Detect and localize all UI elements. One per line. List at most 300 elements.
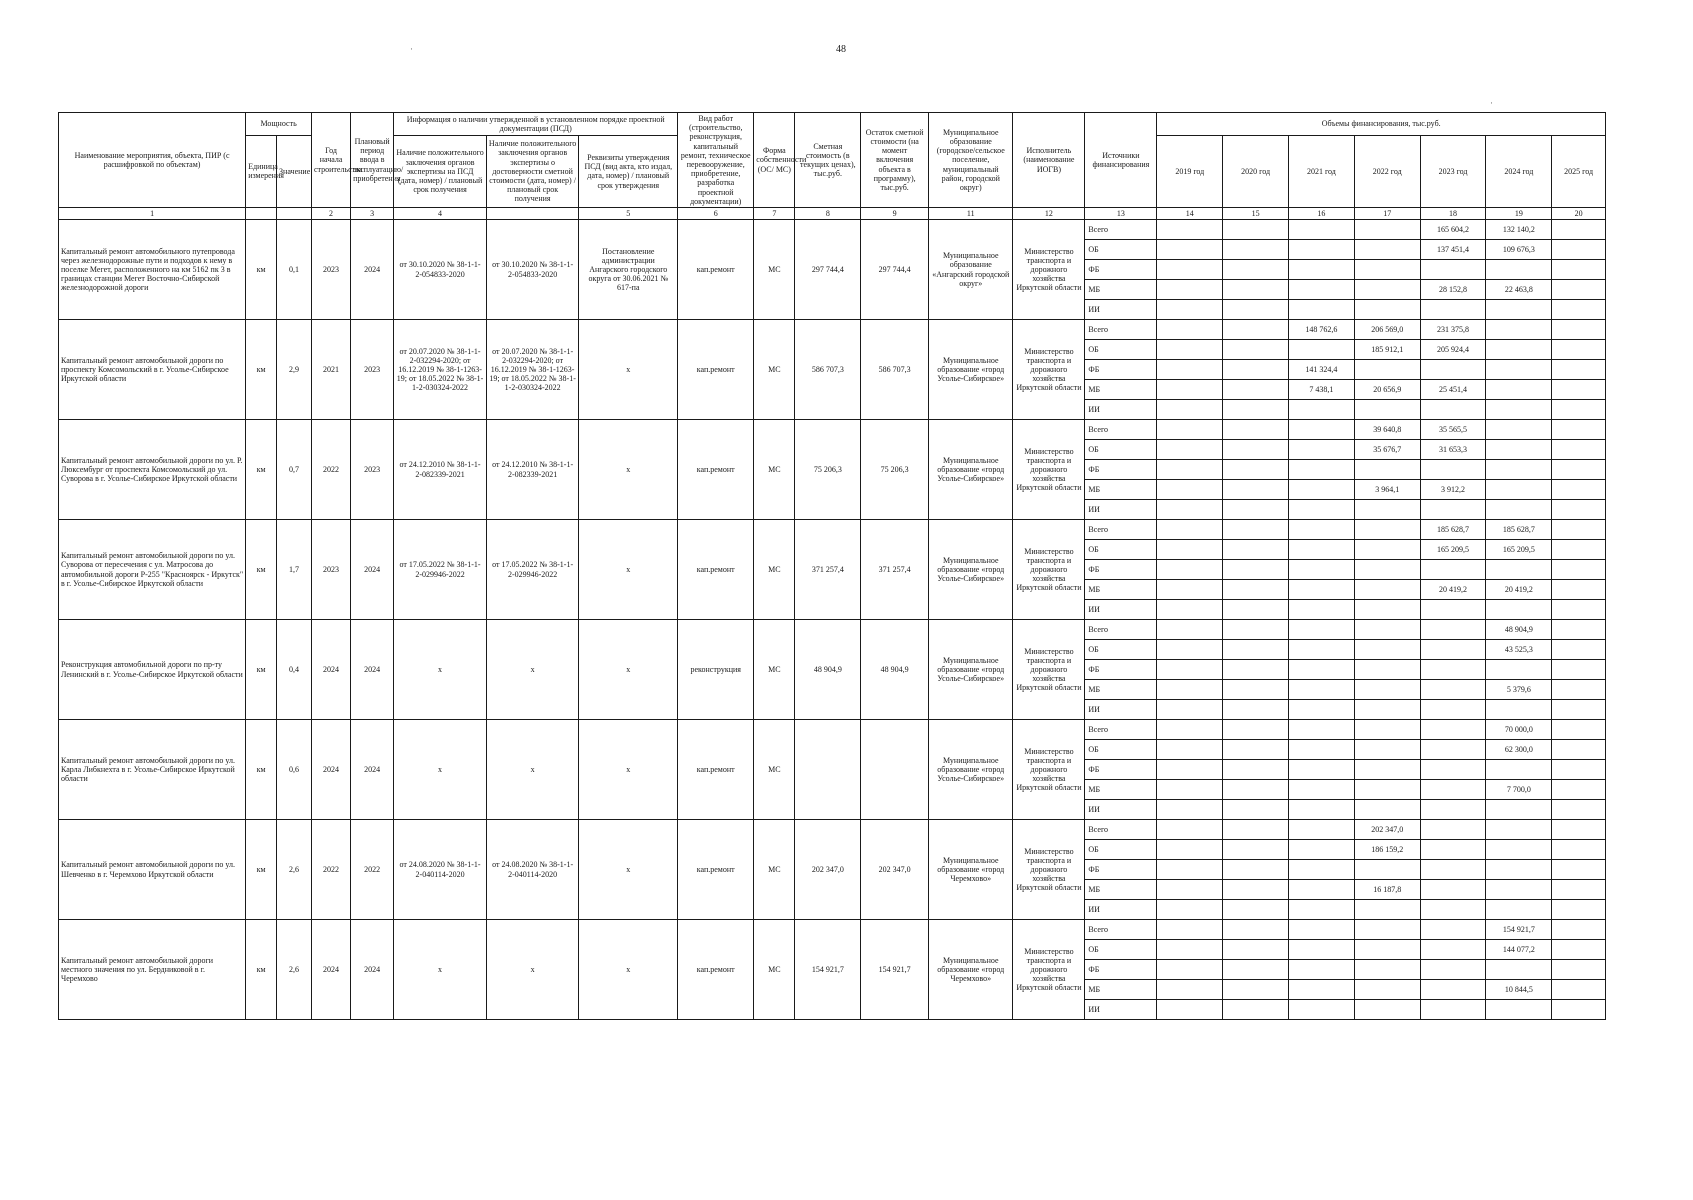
funding-value [1552,920,1606,940]
funding-value [1552,540,1606,560]
expertise-cell: от 20.07.2020 № 38-1-1-2-032294-2020; от 16.12.2019 № 38-1-1263-19; от 18.05.2022 № 38-1-1-2-030324-2022 [394,320,487,420]
project-name: Реконструкция автомобильной дороги по пр-ту Ленинский в г. Усолье-Сибирское Иркутской области [59,620,246,720]
funding-value [1552,380,1606,400]
plan-year-cell: 2023 [351,320,394,420]
funding-value [1157,660,1223,680]
header-year: 2025 год [1552,135,1606,207]
header-psd-approval: Реквизиты утверждения ПСД (вид акта, кто издал, дата, номер) / плановый срок утверждения [579,135,678,207]
funding-value [1486,420,1552,440]
column-number: 9 [861,207,929,219]
unit-cell: км [246,720,277,820]
funding-value [1223,460,1289,480]
column-number: 1 [59,207,246,219]
unit-cell: км [246,220,277,320]
start-year-cell: 2024 [312,920,351,1020]
value-cell: 2,6 [277,820,312,920]
funding-value [1354,560,1420,580]
funding-value: 165 209,5 [1486,540,1552,560]
funding-value: 62 300,0 [1486,740,1552,760]
work-type-cell: кап.ремонт [678,220,754,320]
project-name: Капитальный ремонт автомобильной дороги по ул. Шевченко в г. Черемхово Иркутской области [59,820,246,920]
funding-value [1157,400,1223,420]
funding-value [1552,400,1606,420]
funding-value [1354,920,1420,940]
funding-value [1486,260,1552,280]
start-year-cell: 2021 [312,320,351,420]
funding-value [1486,700,1552,720]
column-number: 7 [754,207,795,219]
funding-value [1157,340,1223,360]
table-row [59,820,1606,840]
approval-cell: х [579,420,678,520]
remaining-cost-cell [861,720,929,820]
funding-source-label: ИИ [1085,800,1157,820]
funding-source-label: Всего [1085,820,1157,840]
funding-value [1223,740,1289,760]
funding-value: 185 628,7 [1420,520,1486,540]
funding-value [1157,760,1223,780]
funding-value [1354,280,1420,300]
funding-value [1223,520,1289,540]
funding-value [1486,460,1552,480]
funding-value [1486,760,1552,780]
start-year-cell: 2023 [312,220,351,320]
funding-value [1157,680,1223,700]
work-type-cell: кап.ремонт [678,320,754,420]
funding-value [1552,720,1606,740]
funding-value [1289,400,1355,420]
funding-value [1354,460,1420,480]
column-number: 12 [1013,207,1085,219]
funding-value: 31 653,3 [1420,440,1486,460]
funding-value [1157,720,1223,740]
funding-value [1289,680,1355,700]
header-executor: Исполнитель (наименование ИОГВ) [1013,113,1085,208]
funding-value [1354,600,1420,620]
estimated-cost-cell: 586 707,3 [795,320,861,420]
funding-value [1289,740,1355,760]
approval-cell: х [579,620,678,720]
header-municipality: Муниципальное образование (городское/сельское поселение, муниципальный район, городской округ) [929,113,1013,208]
funding-value [1552,660,1606,680]
funding-value: 43 525,3 [1486,640,1552,660]
funding-value [1420,980,1486,1000]
funding-value: 3 912,2 [1420,480,1486,500]
column-number: 2 [312,207,351,219]
municipality-cell: Муниципальное образование «Ангарский городской округ» [929,220,1013,320]
header-value: Значение [277,135,312,207]
funding-value [1420,460,1486,480]
funding-value [1552,460,1606,480]
funding-value: 109 676,3 [1486,240,1552,260]
funding-value [1223,320,1289,340]
funding-value [1289,620,1355,640]
funding-value [1223,480,1289,500]
funding-value [1552,480,1606,500]
funding-value [1552,780,1606,800]
column-number: 11 [929,207,1013,219]
funding-source-label: Всего [1085,620,1157,640]
remaining-cost-cell: 371 257,4 [861,520,929,620]
funding-value [1223,700,1289,720]
value-cell: 0,6 [277,720,312,820]
funding-value: 185 912,1 [1354,340,1420,360]
cost-expertise-cell: от 24.12.2010 № 38-1-1-2-082339-2021 [486,420,579,520]
cost-expertise-cell: от 17.05.2022 № 38-1-1-2-029946-2022 [486,520,579,620]
funding-value [1223,760,1289,780]
funding-value [1289,1000,1355,1020]
funding-value [1289,700,1355,720]
cost-expertise-cell: х [486,720,579,820]
cost-expertise-cell: от 24.08.2020 № 38-1-1-2-040114-2020 [486,820,579,920]
header-year: 2024 год [1486,135,1552,207]
funding-source-label: ОБ [1085,340,1157,360]
funding-value [1223,960,1289,980]
funding-source-label: ИИ [1085,400,1157,420]
funding-value: 10 844,5 [1486,980,1552,1000]
funding-value: 205 924,4 [1420,340,1486,360]
estimated-cost-cell: 48 904,9 [795,620,861,720]
executor-cell: Министерство транспорта и дорожного хозяйства Иркутской области [1013,520,1085,620]
funding-value [1223,400,1289,420]
scan-speck: · [410,44,413,54]
column-number: 8 [795,207,861,219]
funding-value [1157,320,1223,340]
project-name: Капитальный ремонт автомобильной дороги по проспекту Комсомольский в г. Усолье-Сибирское Иркутской области [59,320,246,420]
header-remaining-cost: Остаток сметной стоимости (на момент включения объекта в программу), тыс.руб. [861,113,929,208]
funding-source-label: ОБ [1085,240,1157,260]
funding-source-label: ИИ [1085,300,1157,320]
funding-source-label: ИИ [1085,1000,1157,1020]
funding-value [1486,900,1552,920]
funding-value: 165 604,2 [1420,220,1486,240]
estimated-cost-cell [795,720,861,820]
funding-value [1157,420,1223,440]
funding-value [1486,300,1552,320]
funding-value [1289,460,1355,480]
value-cell: 0,4 [277,620,312,720]
funding-value [1354,740,1420,760]
funding-value [1223,640,1289,660]
funding-value [1552,300,1606,320]
funding-value [1157,860,1223,880]
funding-value [1552,600,1606,620]
work-type-cell: кап.ремонт [678,920,754,1020]
funding-value [1223,300,1289,320]
funding-value [1223,940,1289,960]
funding-value [1420,820,1486,840]
plan-year-cell: 2024 [351,620,394,720]
header-funding: Объемы финансирования, тыс.руб. [1157,113,1606,136]
funding-value [1289,520,1355,540]
funding-value [1223,780,1289,800]
funding-value [1420,500,1486,520]
funding-value [1420,560,1486,580]
funding-value [1420,300,1486,320]
funding-value [1289,640,1355,660]
funding-value [1289,300,1355,320]
executor-cell: Министерство транспорта и дорожного хозяйства Иркутской области [1013,720,1085,820]
funding-value [1157,920,1223,940]
funding-source-label: ФБ [1085,260,1157,280]
funding-value [1289,560,1355,580]
funding-value [1289,260,1355,280]
funding-value [1486,660,1552,680]
plan-year-cell: 2023 [351,420,394,520]
ownership-cell: МС [754,320,795,420]
header-name: Наименование мероприятия, объекта, ПИР (с расшифровкой по объектам) [59,113,246,208]
executor-cell: Министерство транспорта и дорожного хозяйства Иркутской области [1013,620,1085,720]
funding-value: 186 159,2 [1354,840,1420,860]
funding-value [1223,880,1289,900]
funding-value: 39 640,8 [1354,420,1420,440]
funding-source-label: Всего [1085,420,1157,440]
funding-value: 22 463,8 [1486,280,1552,300]
work-type-cell: кап.ремонт [678,520,754,620]
plan-year-cell: 2022 [351,820,394,920]
estimated-cost-cell: 371 257,4 [795,520,861,620]
funding-source-label: ИИ [1085,600,1157,620]
funding-source-label: МБ [1085,580,1157,600]
funding-value [1223,620,1289,640]
funding-value [1157,840,1223,860]
funding-value [1420,920,1486,940]
funding-value [1552,440,1606,460]
funding-source-label: ФБ [1085,460,1157,480]
work-type-cell: кап.ремонт [678,420,754,520]
project-name: Капитальный ремонт автомобильного путепровода через железнодорожные пути и подходов к нему в поселке Мегет, расположенного на км 5162 пк 3 в границах станции Мегет Восточно-Сибирской железнодорожной дороги [59,220,246,320]
executor-cell: Министерство транспорта и дорожного хозяйства Иркутской области [1013,220,1085,320]
funding-value [1223,440,1289,460]
funding-source-label: ОБ [1085,540,1157,560]
table-body [59,220,1606,1020]
scan-speck: · [1490,98,1493,108]
funding-value [1289,440,1355,460]
municipality-cell: Муниципальное образование «город Усолье-Сибирское» [929,520,1013,620]
funding-value [1223,680,1289,700]
expertise-cell: х [394,920,487,1020]
table-row [59,520,1606,540]
approval-cell: х [579,920,678,1020]
funding-value [1354,640,1420,660]
funding-value [1157,260,1223,280]
expertise-cell: от 24.12.2010 № 38-1-1-2-082339-2021 [394,420,487,520]
funding-source-label: ОБ [1085,440,1157,460]
funding-value [1552,580,1606,600]
funding-value: 28 152,8 [1420,280,1486,300]
header-power: Мощность [246,113,312,136]
funding-source-label: ФБ [1085,360,1157,380]
unit-cell: км [246,820,277,920]
funding-value: 165 209,5 [1420,540,1486,560]
executor-cell: Министерство транспорта и дорожного хозяйства Иркутской области [1013,920,1085,1020]
funding-value [1223,800,1289,820]
header-work-type: Вид работ (строительство, реконструкция, капитальный ремонт, техническое перевооружение, приобретение, разработка проектной документации) [678,113,754,208]
table-row [59,420,1606,440]
funding-value: 202 347,0 [1354,820,1420,840]
header-year: 2020 год [1223,135,1289,207]
funding-value [1420,400,1486,420]
funding-value [1552,340,1606,360]
funding-value: 3 964,1 [1354,480,1420,500]
funding-value: 25 451,4 [1420,380,1486,400]
funding-value [1420,640,1486,660]
header-year: 2023 год [1420,135,1486,207]
funding-value [1552,700,1606,720]
funding-value [1289,900,1355,920]
value-cell: 1,7 [277,520,312,620]
funding-value [1486,500,1552,520]
funding-value [1552,640,1606,660]
project-name: Капитальный ремонт автомобильной дороги местного значения по ул. Бердниковой в г. Черемхово [59,920,246,1020]
expertise-cell: от 24.08.2020 № 38-1-1-2-040114-2020 [394,820,487,920]
plan-year-cell: 2024 [351,520,394,620]
funding-value: 48 904,9 [1486,620,1552,640]
funding-value: 20 419,2 [1486,580,1552,600]
funding-value [1552,840,1606,860]
funding-source-label: ОБ [1085,740,1157,760]
funding-value [1486,960,1552,980]
header-unit: Единица измерения [246,135,277,207]
remaining-cost-cell: 154 921,7 [861,920,929,1020]
funding-value [1486,800,1552,820]
funding-value [1157,880,1223,900]
funding-value [1420,780,1486,800]
funding-value [1157,580,1223,600]
funding-source-label: МБ [1085,280,1157,300]
funding-value [1223,240,1289,260]
funding-value [1552,520,1606,540]
funding-value [1354,620,1420,640]
funding-value: 132 140,2 [1486,220,1552,240]
funding-value [1157,280,1223,300]
work-type-cell: кап.ремонт [678,720,754,820]
funding-source-label: ОБ [1085,940,1157,960]
column-number: 13 [1085,207,1157,219]
column-number: 3 [351,207,394,219]
funding-value [1223,540,1289,560]
funding-value [1223,380,1289,400]
funding-value [1289,220,1355,240]
funding-value [1486,820,1552,840]
funding-value [1486,400,1552,420]
funding-value: 148 762,6 [1289,320,1355,340]
estimated-cost-cell: 202 347,0 [795,820,861,920]
executor-cell: Министерство транспорта и дорожного хозяйства Иркутской области [1013,320,1085,420]
funding-value [1223,360,1289,380]
funding-value [1354,860,1420,880]
funding-value [1486,1000,1552,1020]
work-type-cell: реконструкция [678,620,754,720]
funding-value [1157,600,1223,620]
remaining-cost-cell: 297 744,4 [861,220,929,320]
column-number [486,207,579,219]
executor-cell: Министерство транспорта и дорожного хозяйства Иркутской области [1013,420,1085,520]
funding-value [1157,900,1223,920]
header-plan-period: Плановый период ввода в эксплуатацию/приобретения [351,113,394,208]
funding-value [1289,800,1355,820]
approval-cell: х [579,820,678,920]
remaining-cost-cell: 75 206,3 [861,420,929,520]
funding-value: 70 000,0 [1486,720,1552,740]
funding-value [1289,340,1355,360]
funding-value [1552,360,1606,380]
unit-cell: км [246,420,277,520]
funding-value [1289,820,1355,840]
funding-value [1289,500,1355,520]
funding-value [1157,980,1223,1000]
funding-source-label: ФБ [1085,660,1157,680]
funding-value [1223,820,1289,840]
plan-year-cell: 2024 [351,220,394,320]
start-year-cell: 2024 [312,620,351,720]
remaining-cost-cell: 202 347,0 [861,820,929,920]
funding-source-label: Всего [1085,920,1157,940]
funding-value [1486,880,1552,900]
funding-value [1552,240,1606,260]
value-cell: 2,9 [277,320,312,420]
project-name: Капитальный ремонт автомобильной дороги по ул. Суворова от пересечения с ул. Матросова до автомобильной дороги Р-255 "Красноярск - Иркутск" в г. Усолье-Сибирское Иркутской области [59,520,246,620]
expertise-cell: х [394,720,487,820]
funding-value [1354,240,1420,260]
funding-value [1289,660,1355,680]
start-year-cell: 2023 [312,520,351,620]
funding-value [1157,240,1223,260]
funding-value [1354,780,1420,800]
executor-cell: Министерство транспорта и дорожного хозяйства Иркутской области [1013,820,1085,920]
funding-value [1157,640,1223,660]
funding-value [1354,960,1420,980]
funding-value [1354,580,1420,600]
funding-value [1552,560,1606,580]
funding-value [1354,900,1420,920]
column-number: 20 [1552,207,1606,219]
project-name: Капитальный ремонт автомобильной дороги по ул. Р. Люксембург от проспекта Комсомольский до ул. Суворова в г. Усолье-Сибирское Иркутской области [59,420,246,520]
expertise-cell: от 17.05.2022 № 38-1-1-2-029946-2022 [394,520,487,620]
funding-value [1552,760,1606,780]
funding-value: 206 569,0 [1354,320,1420,340]
funding-value [1289,280,1355,300]
funding-value [1420,860,1486,880]
funding-value [1420,900,1486,920]
funding-value [1289,960,1355,980]
funding-value [1552,740,1606,760]
funding-value [1354,700,1420,720]
funding-value: 20 419,2 [1420,580,1486,600]
table-row [59,320,1606,340]
ownership-cell: МС [754,620,795,720]
ownership-cell: МС [754,820,795,920]
funding-value [1552,680,1606,700]
column-number: 6 [678,207,754,219]
municipality-cell: Муниципальное образование «город Усолье-Сибирское» [929,420,1013,520]
funding-value: 7 438,1 [1289,380,1355,400]
cost-expertise-cell: х [486,620,579,720]
value-cell: 0,1 [277,220,312,320]
funding-value [1420,840,1486,860]
funding-value [1223,340,1289,360]
header-year: 2021 год [1289,135,1355,207]
funding-value [1420,700,1486,720]
funding-value [1354,760,1420,780]
funding-value: 35 676,7 [1354,440,1420,460]
funding-value: 35 565,5 [1420,420,1486,440]
funding-value: 137 451,4 [1420,240,1486,260]
funding-value [1289,840,1355,860]
funding-value: 231 375,8 [1420,320,1486,340]
funding-value [1354,260,1420,280]
ownership-cell: МС [754,420,795,520]
